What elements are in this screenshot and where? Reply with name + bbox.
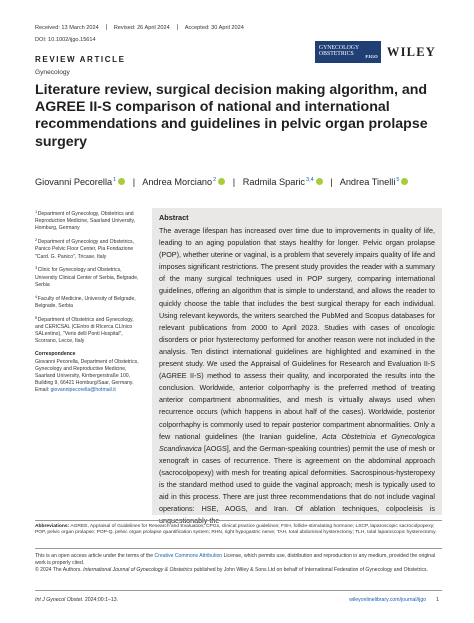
author-separator: | xyxy=(132,177,136,187)
article-dates xyxy=(35,24,244,31)
orcid-icon[interactable] xyxy=(316,178,323,185)
author-list xyxy=(35,177,408,187)
abstract-heading: Abstract xyxy=(159,213,189,222)
figo-mark: FIGO xyxy=(365,54,378,60)
page-number: 1 xyxy=(436,597,439,603)
journal-url-link[interactable]: wileyonlinelibrary.com/journal/ijgo xyxy=(349,597,427,603)
article-title: Literature review, surgical decision making algorithm, and AGREE II-S comparison of national and international recommendations and guidelines in pelvic organ prolapse surgery xyxy=(35,82,428,150)
author[interactable]: Radmila Sparic$^{3,4}$ xyxy=(243,177,323,187)
divider xyxy=(35,520,442,521)
author[interactable]: Andrea Morciano$^2$ xyxy=(142,177,225,187)
journal-section: Gynecology xyxy=(35,69,70,76)
received-date: Received: 13 March 2024 xyxy=(35,25,99,31)
doi[interactable]: DOI: 10.1002/ijgo.15614 xyxy=(35,37,96,43)
revised-date: Revised: 26 April 2024 xyxy=(113,25,170,31)
author-separator: | xyxy=(232,177,236,187)
copyright-line: © 2024 The Authors. International Journal of Gynecology & Obstetrics published by John Wiley & Sons Ltd on behalf of International Federation of Gynecology and Obstetrics. xyxy=(35,567,429,574)
orcid-icon[interactable] xyxy=(401,178,408,185)
article-type: REVIEW ARTICLE xyxy=(35,55,126,64)
journal-logo[interactable] xyxy=(315,41,436,63)
abstract-box xyxy=(152,208,442,526)
affiliation: $^5$Department of Obstetrics and Gynecology, and CERICSAL (CEntro di RIcerca CLInico SALentino), "Veris delli Ponti Hospital", Scorrano, Lecce, Italy xyxy=(35,314,134,345)
divider xyxy=(35,590,442,591)
divider xyxy=(35,548,442,549)
wiley-logo: WILEY xyxy=(386,44,436,59)
affiliations xyxy=(35,208,143,395)
correspondence-address: Giovanni Pecorella, Department of Obstetrics, Gynecology and Reproductive Medicine, Saarland University, Kirrbergerstraße 100, Building 9, 66421 Homburg/Saar, Germany. xyxy=(35,358,139,387)
divider xyxy=(106,24,107,30)
author[interactable]: Giovanni Pecorella$^1$ xyxy=(35,177,125,187)
divider xyxy=(177,24,178,30)
author[interactable]: Andrea Tinelli$^5$ xyxy=(340,177,409,187)
logo-line-1: GYNECOLOGY xyxy=(318,45,360,52)
citation: Int J Gynecol Obstet. 2024;00:1–13. xyxy=(35,597,119,603)
affiliation: $^3$Clinic for Gynecology and Obstetrics, University Clinical Center of Serbia, Belgrade, Serbia xyxy=(35,265,139,288)
abbreviations: Abbreviations: AGREE, Appraisal of Guidelines for Research and Evaluation; CPGs, clinical practice guidelines; FSH, follicle-stimulating hormone; LSCP, laparoscopic sacrocolpopexy; POP, pelvic organ prolapse; POP-Q, pelvic organ prolapse quantification system; RHN, right hypogastric nerve; TAH, total abdominal hysterectomy; TLH, total laparoscopic hysterectomy. xyxy=(35,524,437,536)
affiliation: $^2$Department of Gynecology and Obstetrics, Panico Pelvic Floor Center, Pia Fondazione "Card. G. Panico", Tricase, Italy xyxy=(35,237,134,260)
accepted-date: Accepted: 30 April 2024 xyxy=(184,25,244,31)
license-notice xyxy=(35,553,442,574)
correspondence-heading: Correspondence xyxy=(35,351,76,358)
orcid-icon[interactable] xyxy=(118,178,125,185)
author-separator: | xyxy=(330,177,333,187)
affiliation: $^1$Department of Gynecology, Obstetrics and Reproduction Medicine, Saarland University, Homburg, Germany xyxy=(35,209,136,232)
abstract-text: The average lifespan has increased over time due to improvements in quality of life, leading to an aging population that stays healthy for longer. Pelvic organ prolapse (POP), whether uterine or vaginal, is a problem that severely impairs quality of life and imposes significant restrictions. The present study provides the reader with a summary of the many surgical techniques used in POP surgery, comparing international guidelines, offering an algorithm that is simple to understand, and allows the reader to quickly choose the table that includes the best surgical therapy for each individual. Using relevant keywords, the writers searched the PubMed and Scopus databases for relevant publications from 2000 to April 2023. Studies with cases of oncologic disorders or prior hysterectomy performed for another reason were not included in the analysis. Ten distinct international guidelines are highlighted and examined in the present study. We used the Appraisal of Guidelines for Research and Evaluation II-S (AGREE II-S) method to assess their quality, and incorporated the results into the conclusion. Worldwide, anterior colporrhaphy is the preferred method of treating anterior compartment abnormalities, and mesh is virtually always used when recurrence occurs (which happens in about half of the cases). Worldwide, posterior colporrhaphy is commonly used to repair posterior compartment abnormalities. Only a few national guidelines (the Iranian guideline, Acta Obstetricia et Gynecologica Scandinavica [AOGS], and the German-speaking countries) permit the use of mesh or xenograft in cases of recurrence. There is agreement on the abdominal approach (sacrocolpopexy) with mesh for treating apical deformities. Sacrospinous-hysteropexy is the standard method used to guide the vaginal approach; mesh is typically used to aid in this process. There are just three recommendations that do not include vaginal operations: HSE, AOGS, and Iran. Of ablation techniques, colpocleisis is unquestionably the xyxy=(159,226,435,526)
cc-license-link[interactable]: Creative Commons Attribution xyxy=(154,553,223,559)
ijgo-logo xyxy=(315,41,381,63)
orcid-icon[interactable] xyxy=(218,178,225,185)
affiliation: $^4$Faculty of Medicine, University of Belgrade, Belgrade, Serbia xyxy=(35,293,136,309)
logo-line-2: OBSTETRICS xyxy=(318,51,354,57)
correspondence-email-line: Email: giovannipecorella@hotmail.it xyxy=(35,387,116,394)
email-link[interactable]: giovannipecorella@hotmail.it xyxy=(50,387,116,394)
footer-right xyxy=(349,597,439,603)
license-line: This is an open access article under the terms of the Creative Commons Attribution License, which permits use, distribution and reproduction in any medium, provided the original work is properly cited. xyxy=(35,553,436,567)
